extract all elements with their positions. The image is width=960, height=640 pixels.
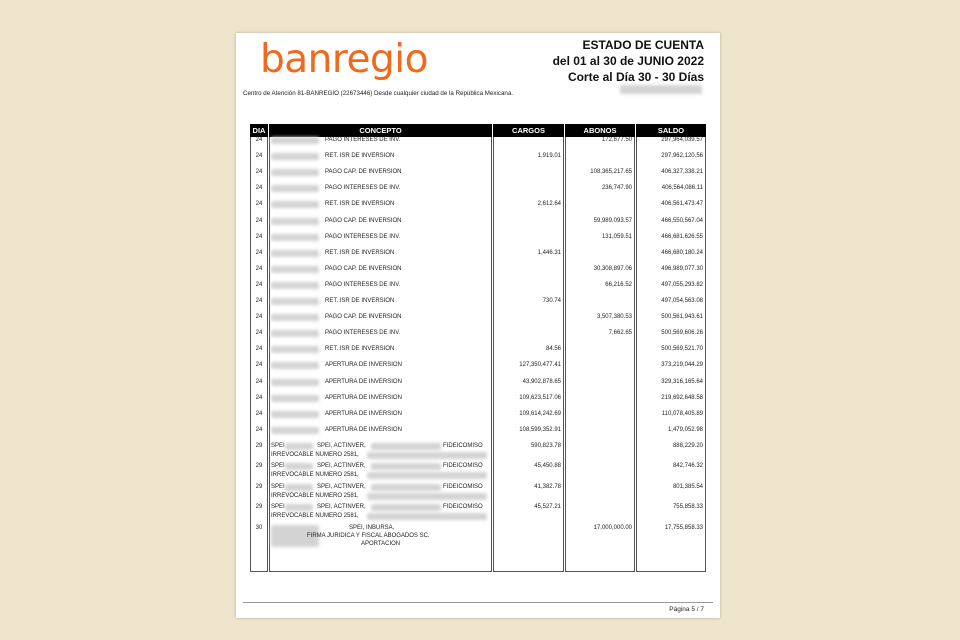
redacted-reference: [271, 169, 319, 176]
column-header-saldo: SALDO: [636, 124, 706, 137]
concepto-prefix: SPEI: [271, 442, 285, 449]
column-header-cargos: CARGOS: [493, 124, 564, 137]
redacted-reference: [271, 137, 319, 144]
redacted-reference: [271, 379, 319, 386]
cell-saldo: 500,561,943.61: [661, 314, 703, 321]
concepto-line3: APORTACION: [361, 540, 401, 547]
cell-saldo: 373,219,044.29: [661, 362, 703, 369]
cell-abonos: 236,747.90: [601, 185, 632, 192]
cell-saldo: 755,858.33: [672, 504, 703, 511]
customer-service-line: Centro de Atención 81-BANREGIO (22673446) Desde cualquier ciudad de la República Mexicana.: [243, 90, 514, 97]
cell-dia: 24: [255, 426, 263, 433]
cell-dia: 24: [255, 185, 263, 192]
cell-abonos: 172,677.50: [601, 137, 632, 143]
concepto-text: PAGO INTERESES DE INV.: [325, 330, 401, 337]
concepto-bank: SPEI, ACTINVER,: [317, 442, 366, 449]
cell-saldo: 329,316,165.64: [661, 378, 703, 385]
cell-saldo: 1,479,052.98: [667, 426, 703, 433]
concepto-trust: FIDEICOMISO: [443, 463, 483, 470]
cell-cargos: 730.74: [542, 298, 561, 304]
concepto-text: APERTURA DE INVERSION: [325, 410, 402, 417]
redacted-reference: [271, 282, 319, 289]
concepto-text: APERTURA DE INVERSION: [325, 378, 402, 385]
redacted-reference: [271, 298, 319, 305]
cell-saldo: 406,327,338.21: [661, 169, 703, 176]
cell-cargos: 2,612.64: [537, 201, 561, 208]
redacted-name: [371, 484, 441, 491]
redacted-reference: [271, 153, 319, 160]
cell-saldo: 497,054,563.08: [661, 298, 703, 304]
concepto-line2: FIRMA JURIDICA Y FISCAL ABOGADOS SC.: [307, 532, 430, 539]
concepto-text: PAGO INTERESES DE INV.: [325, 185, 401, 192]
concepto-text: APERTURA DE INVERSION: [325, 394, 402, 401]
cell-cargos: 1,919.01: [537, 153, 561, 160]
redacted-reference: [271, 201, 319, 208]
cell-abonos: 17,000,000.00: [593, 524, 632, 531]
concepto-text: RET. ISR DE INVERSION: [325, 298, 395, 304]
cell-saldo: 801,385.54: [672, 483, 703, 490]
column-header-abonos: ABONOS: [565, 124, 635, 137]
redacted-reference: [285, 484, 313, 491]
redacted-reference: [271, 250, 319, 257]
cell-dia: 24: [255, 314, 263, 321]
cell-dia: 24: [255, 330, 263, 337]
cell-abonos: 59,989,093.57: [593, 217, 632, 224]
cell-cargos: 109,614,242.69: [519, 410, 561, 417]
redacted-reference: [271, 185, 319, 192]
concepto-text: RET. ISR DE INVERSION: [325, 201, 395, 208]
cell-dia: 24: [255, 217, 263, 224]
cell-dia: 24: [255, 281, 263, 288]
cell-dia: 24: [255, 265, 263, 272]
cell-cargos: 45,450.88: [534, 463, 561, 470]
page-number: Página 5 / 7: [669, 606, 704, 613]
redacted-account-number: [620, 85, 702, 94]
cell-abonos: 108,365,217.65: [590, 169, 632, 176]
cell-cargos: 45,527.21: [534, 504, 561, 511]
cell-dia: 24: [255, 233, 263, 240]
redacted-reference: [271, 362, 319, 369]
redacted-name: [371, 504, 441, 511]
redacted-reference: [271, 266, 319, 273]
redacted-name: [371, 463, 441, 470]
cell-cargos: 127,350,477.41: [519, 362, 561, 369]
cell-abonos: 30,308,897.06: [593, 265, 632, 272]
concepto-text: PAGO INTERESES DE INV.: [325, 233, 401, 240]
cell-saldo: 297,962,120.56: [661, 153, 703, 160]
cell-saldo: 110,078,405.89: [661, 410, 703, 417]
cell-dia: 24: [255, 298, 263, 304]
cell-saldo: 888,229.20: [672, 442, 703, 449]
cell-saldo: 466,681,626.55: [661, 233, 703, 240]
cell-saldo: 466,550,567.04: [661, 217, 703, 224]
redacted-reference: [271, 427, 319, 434]
cell-cargos: 1,446.31: [537, 249, 561, 256]
concepto-text: RET. ISR DE INVERSION: [325, 249, 395, 256]
concepto-text: APERTURA DE INVERSION: [325, 426, 402, 433]
cell-dia: 24: [255, 410, 263, 417]
cell-dia: 24: [255, 378, 263, 385]
concepto-bank: SPEI, ACTINVER,: [317, 504, 366, 511]
statement-cutoff: Corte al Día 30 - 30 Días: [567, 70, 704, 84]
statement-page: [236, 33, 720, 618]
concepto-text: PAGO INTERESES DE INV.: [325, 281, 401, 288]
cell-saldo: 297,964,039.57: [661, 137, 703, 143]
cell-abonos: 7,662.65: [608, 330, 632, 337]
cell-dia: 24: [255, 394, 263, 401]
concepto-line1: SPEI, INBURSA,: [349, 524, 395, 531]
concepto-detail: IRREVOCABLE NUMERO 2581,: [271, 472, 359, 479]
concepto-trust: FIDEICOMISO: [443, 504, 483, 511]
cell-dia: 24: [255, 201, 263, 208]
concepto-text: PAGO INTERESES DE INV.: [325, 137, 401, 143]
banregio-logo: banregio: [260, 37, 428, 82]
cell-dia: 24: [255, 153, 263, 160]
redacted-reference: [271, 314, 319, 321]
concepto-prefix: SPEI: [271, 504, 285, 511]
column-header-dia: DIA: [250, 124, 268, 137]
concepto-bank: SPEI, ACTINVER,: [317, 483, 366, 490]
concepto-text: RET. ISR DE INVERSION: [325, 346, 395, 353]
cell-abonos: 66,216.52: [605, 281, 632, 288]
cell-dia: 24: [255, 137, 263, 143]
cell-dia: 24: [255, 169, 263, 176]
concepto-text: APERTURA DE INVERSION: [325, 362, 402, 369]
redacted-reference: [271, 330, 319, 337]
redacted-reference: [271, 234, 319, 241]
redacted-reference: [271, 395, 319, 402]
redacted-reference: [271, 218, 319, 225]
column-header-concepto: CONCEPTO: [269, 124, 492, 137]
concepto-text: RET. ISR DE INVERSION: [325, 153, 395, 160]
cell-saldo: 500,569,521.70: [661, 346, 703, 353]
concepto-prefix: SPEI: [271, 483, 285, 490]
cell-dia: 24: [255, 346, 263, 353]
cell-dia: 29: [255, 483, 263, 490]
cell-abonos: 3,507,380.53: [596, 314, 632, 321]
statement-title: ESTADO DE CUENTA: [582, 38, 704, 52]
concepto-prefix: SPEI: [271, 463, 285, 470]
cell-abonos: 131,059.51: [601, 233, 632, 240]
cell-saldo: 842,746.32: [672, 463, 703, 470]
cell-cargos: 108,599,352.91: [519, 426, 561, 433]
redacted-detail: [367, 493, 487, 500]
concepto-trust: FIDEICOMISO: [443, 483, 483, 490]
column-box-abonos: [565, 137, 635, 572]
cell-dia: 24: [255, 249, 263, 256]
concepto-detail: IRREVOCABLE NUMERO 2581,: [271, 492, 359, 499]
cell-saldo: 496,989,077.30: [661, 265, 703, 272]
cell-saldo: 497,055,293.82: [661, 281, 703, 288]
cell-cargos: 43,902,878.65: [522, 378, 561, 385]
footer-divider: [243, 602, 713, 603]
concepto-detail: IRREVOCABLE NUMERO 2581,: [271, 513, 359, 520]
transactions-table: [250, 124, 706, 572]
redacted-name: [371, 443, 441, 450]
concepto-text: PAGO CAP. DE INVERSION: [325, 314, 402, 321]
cell-dia: 29: [255, 442, 263, 449]
redacted-reference: [285, 504, 313, 511]
concepto-text: PAGO CAP. DE INVERSION: [325, 265, 402, 272]
redacted-reference: [271, 411, 319, 418]
cell-saldo: 219,692,648.58: [661, 394, 703, 401]
cell-dia: 24: [255, 362, 263, 369]
redacted-detail: [367, 513, 487, 520]
cell-cargos: 590,823.78: [530, 442, 561, 449]
cell-cargos: 41,382.78: [534, 483, 561, 490]
cell-saldo: 406,564,086.11: [661, 185, 703, 192]
cell-saldo: 466,680,180.24: [661, 249, 703, 256]
cell-dia: 30: [255, 524, 263, 531]
concepto-detail: IRREVOCABLE NUMERO 2581,: [271, 451, 359, 458]
statement-title-block: [553, 37, 704, 85]
concepto-text: PAGO CAP. DE INVERSION: [325, 217, 402, 224]
redacted-reference: [285, 463, 313, 470]
cell-saldo: 17,755,858.33: [664, 524, 703, 531]
redacted-reference: [271, 346, 319, 353]
redacted-detail: [367, 452, 487, 459]
cell-dia: 29: [255, 463, 263, 470]
cell-cargos: 109,623,517.06: [519, 394, 561, 401]
cell-cargos: 84.56: [545, 346, 561, 353]
concepto-text: PAGO CAP. DE INVERSION: [325, 169, 402, 176]
statement-period: del 01 al 30 de JUNIO 2022: [552, 54, 704, 68]
cell-saldo: 406,561,473.47: [661, 201, 703, 208]
redacted-detail: [367, 472, 487, 479]
cell-dia: 29: [255, 504, 263, 511]
concepto-trust: FIDEICOMISO: [443, 442, 483, 449]
redacted-reference: [285, 443, 313, 450]
concepto-bank: SPEI, ACTINVER,: [317, 463, 366, 470]
cell-saldo: 500,569,606.26: [661, 330, 703, 337]
